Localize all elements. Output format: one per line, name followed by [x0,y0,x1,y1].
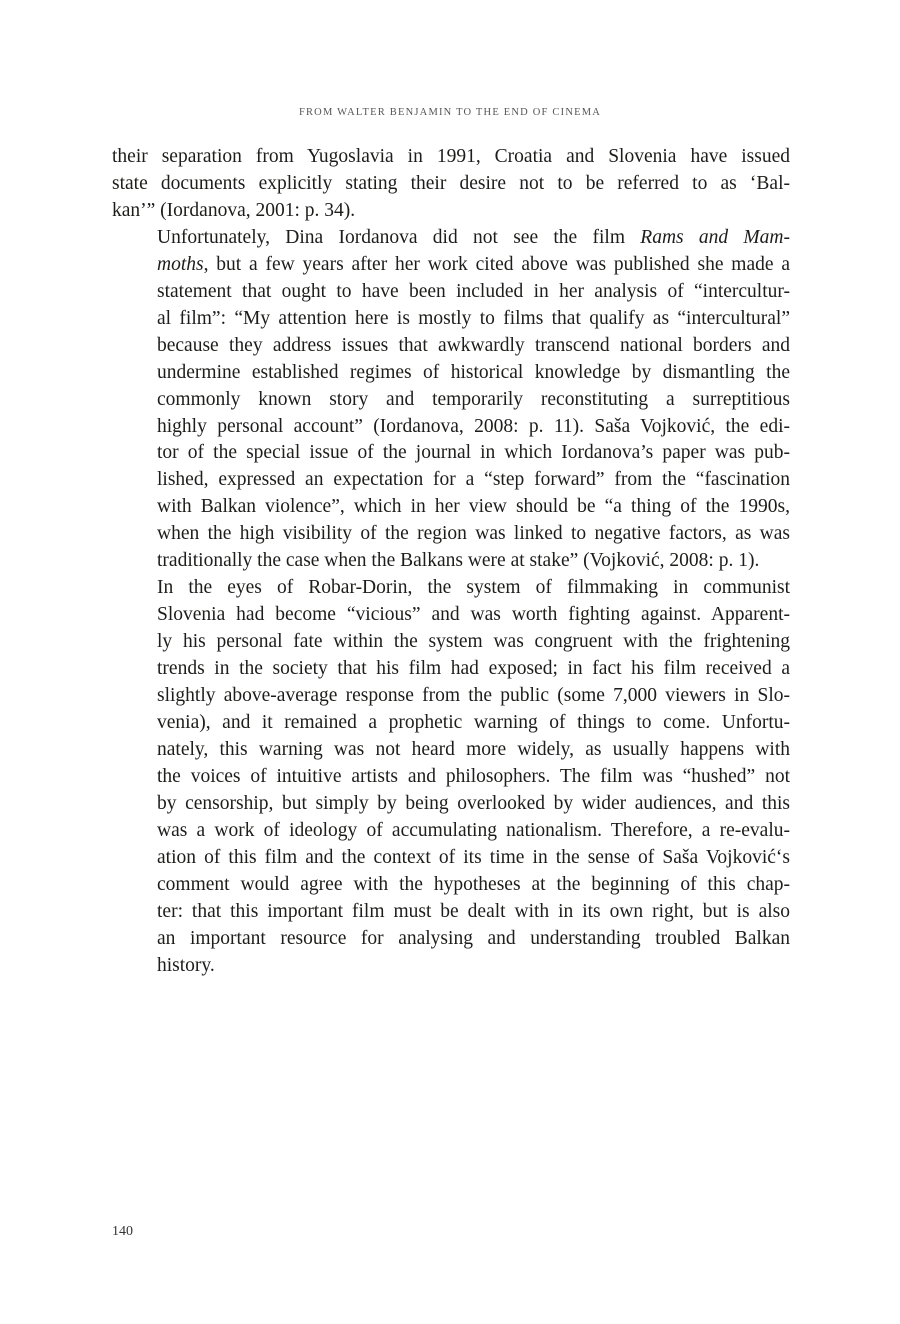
text-line: state documents explicitly stating their desire not to be referred to as ‘Bal- [112,172,790,194]
text-line: venia), and it remained a prophetic warning of things to come. Unfortu- [157,712,790,734]
paragraph-3 [112,575,790,979]
text-line: undermine established regimes of historical knowledge by dismantling the [157,361,790,383]
text-line: statement that ought to have been included in her analysis of “intercultur- [157,280,790,302]
body-text [112,144,790,980]
text-line: ter: that this important film must be dealt with in its own right, but is also [157,900,790,922]
text-line [112,252,790,279]
text-line [112,225,790,252]
text-line: kan’” (Iordanova, 2001: p. 34). [112,199,356,221]
page-number: 140 [112,1224,133,1239]
text-run: Unfortunately, Dina Iordanova did not see the film [157,226,641,248]
text-line: history. [157,954,215,976]
text-line: by censorship, but simply by being overlooked by wider audiences, and this [157,792,790,814]
text-line: ly his personal fate within the system was congruent with the frightening [157,631,790,653]
text-line: tor of the special issue of the journal in which Iordanova’s paper was pub- [157,442,790,464]
text-line: an important resource for analysing and understanding troubled Balkan [157,927,790,949]
text-line: In the eyes of Robar-Dorin, the system of filmmaking in communist [157,577,790,599]
text-line: ation of this film and the context of its time in the sense of Saša Vojković‘s [157,846,790,868]
text-line: their separation from Yugoslavia in 1991, Croatia and Slovenia have issued [112,146,790,167]
text-line: trends in the society that his film had exposed; in fact his film received a [157,658,790,680]
paragraph-1 [112,144,790,225]
text-line: comment would agree with the hypotheses at the beginning of this chap- [157,873,790,895]
text-line: the voices of intuitive artists and philosophers. The film was “hushed” not [157,765,790,787]
text-line: because they address issues that awkwardly transcend national borders and [157,334,790,356]
text-line: lished, expressed an expectation for a “step forward” from the “fascination [157,469,790,491]
text-line: traditionally the case when the Balkans were at stake” (Vojković, 2008: p. 1). [157,550,760,572]
text-line: highly personal account” (Iordanova, 2008: p. 11). Saša Vojković, the edi- [157,415,790,437]
text-line: with Balkan violence”, which in her view should be “a thing of the 1990s, [157,496,790,518]
text-line: Slovenia had become “vicious” and was worth fighting against. Apparent- [157,604,790,626]
text-line: was a work of ideology of accumulating nationalism. Therefore, a re-evalu- [157,819,790,841]
film-title-italic: Rams and Mam- [640,226,791,248]
text-line: al film”: “My attention here is mostly to films that qualify as “intercultural” [157,307,790,329]
running-head: FROM WALTER BENJAMIN TO THE END OF CINEMA [298,107,602,118]
text-line: when the high visibility of the region was linked to negative factors, as was [157,523,790,545]
text-line: slightly above-average response from the public (some 7,000 viewers in Slo- [157,685,790,707]
text-line: nately, this warning was not heard more widely, as usually happens with [157,738,790,760]
text-line: commonly known story and temporarily reconstituting a surreptitious [157,388,790,410]
paragraph-2 [112,225,790,575]
text-run: , but a few years after her work cited above was published she made a [203,253,790,275]
film-title-italic: moths [157,253,204,275]
